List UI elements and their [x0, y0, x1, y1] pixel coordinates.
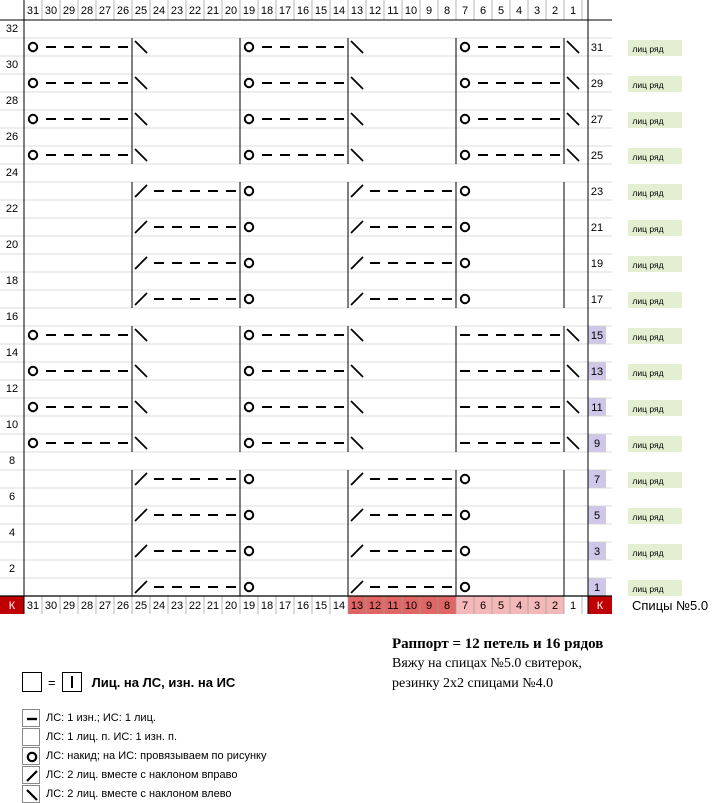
- yarn-over: [461, 223, 469, 231]
- yarn-over: [245, 295, 253, 303]
- legend-item: [22, 785, 232, 803]
- legend-text: ЛС: 1 лиц. п. ИС: 1 изн. п.: [46, 731, 178, 743]
- yarn-over: [461, 187, 469, 195]
- k2tog-left: [351, 149, 363, 161]
- yarn-over: [245, 115, 253, 123]
- k2tog-right: [135, 545, 147, 557]
- blank-cell-icon: [22, 728, 40, 746]
- column-number: 21: [206, 5, 220, 17]
- k2tog-right: [135, 293, 147, 305]
- bottom-column-number: 25: [134, 600, 148, 612]
- k2tog-left: [351, 329, 363, 341]
- bottom-column-number: 27: [98, 600, 112, 612]
- column-number: 26: [116, 5, 130, 17]
- row-label: лиц ряд: [632, 260, 664, 270]
- bottom-column-number: 23: [170, 600, 184, 612]
- yarn-over: [245, 151, 253, 159]
- bottom-column-number: 6: [479, 600, 487, 612]
- k2tog-right: [351, 473, 363, 485]
- bottom-column-number: 22: [188, 600, 202, 612]
- yarn-over: [461, 151, 469, 159]
- k2tog-left: [351, 437, 363, 449]
- row-label: лиц ряд: [632, 512, 664, 522]
- k2tog-right: [135, 581, 147, 593]
- yarn-over: [245, 367, 253, 375]
- k2tog-left: [351, 113, 363, 125]
- k2tog-right: [351, 509, 363, 521]
- k2tog-left: [135, 149, 147, 161]
- row-label: лиц ряд: [632, 584, 664, 594]
- bottom-column-number: 8: [443, 600, 451, 612]
- yarn-over: [29, 331, 37, 339]
- key-equals: =: [48, 674, 56, 690]
- column-number: 2: [551, 5, 559, 17]
- row-number-right: 3: [593, 546, 601, 558]
- k2tog-left: [567, 77, 579, 89]
- bottom-column-number: 20: [224, 600, 238, 612]
- column-number: 18: [260, 5, 274, 17]
- yarn-over: [461, 547, 469, 555]
- column-number: 9: [425, 5, 433, 17]
- row-number-left: 14: [5, 347, 19, 359]
- k2tog-right: [135, 221, 147, 233]
- bottom-column-number: 12: [368, 600, 382, 612]
- bottom-column-number: 21: [206, 600, 220, 612]
- row-number-left: 10: [5, 419, 19, 431]
- bottom-column-number: 13: [350, 600, 364, 612]
- yarn-over: [29, 439, 37, 447]
- k2tog-right: [351, 545, 363, 557]
- k2tog-left: [567, 149, 579, 161]
- key-text: Лиц. на ЛС, изн. на ИС: [91, 674, 236, 690]
- row-number-right: 15: [590, 330, 604, 342]
- yarn-over: [245, 223, 253, 231]
- row-number-left: 12: [5, 383, 19, 395]
- bottom-column-number: 9: [425, 600, 433, 612]
- legend-item: [22, 747, 266, 765]
- k2tog-right: [135, 257, 147, 269]
- row-label: лиц ряд: [632, 224, 664, 234]
- column-number: 1: [569, 5, 577, 17]
- row-number-left: 2: [8, 563, 16, 575]
- bottom-column-number: 26: [116, 600, 130, 612]
- row-label: лиц ряд: [632, 188, 664, 198]
- k2tog-right: [351, 257, 363, 269]
- bottom-column-number: 17: [278, 600, 292, 612]
- k2tog-left: [567, 41, 579, 53]
- column-number: 5: [497, 5, 505, 17]
- yarn-over: [29, 43, 37, 51]
- needles-label: Спицы №5.0: [632, 598, 709, 613]
- k2tog-left: [135, 113, 147, 125]
- key-row: [22, 670, 235, 694]
- row-label: лиц ряд: [632, 548, 664, 558]
- bottom-column-number: 1: [569, 600, 577, 612]
- note-line-1: Вяжу на спицах №5.0 свитерок,: [392, 656, 582, 671]
- yarn-over: [245, 331, 253, 339]
- yarn-over: [245, 187, 253, 195]
- k2tog-right: [351, 293, 363, 305]
- row-number-left: 6: [8, 491, 16, 503]
- row-label: лиц ряд: [632, 404, 664, 414]
- yarn-over: [461, 511, 469, 519]
- bottom-column-number: 16: [296, 600, 310, 612]
- k2tog-left: [351, 365, 363, 377]
- row-label: лиц ряд: [632, 44, 664, 54]
- bottom-column-number: 2: [551, 600, 559, 612]
- column-number: 8: [443, 5, 451, 17]
- blank-cell-icon: [22, 672, 42, 692]
- edge-label-left: К: [8, 600, 16, 612]
- yarn-over: [245, 439, 253, 447]
- bottom-column-number: 5: [497, 600, 505, 612]
- legend-text: ЛС: 1 изн.; ИС: 1 лиц.: [46, 712, 156, 724]
- column-number: 16: [296, 5, 310, 17]
- row-number-right: 13: [590, 366, 604, 378]
- yarn-over: [245, 43, 253, 51]
- row-number-right: 7: [593, 474, 601, 486]
- yarn-over: [29, 367, 37, 375]
- row-number-left: 28: [5, 95, 19, 107]
- column-number: 17: [278, 5, 292, 17]
- bottom-column-number: 30: [44, 600, 58, 612]
- yarn-over: [245, 511, 253, 519]
- row-number-right: 1: [593, 582, 601, 594]
- row-number-right: 27: [590, 114, 604, 126]
- k2tog-left: [351, 401, 363, 413]
- column-number: 10: [404, 5, 418, 17]
- k2tog-left: [135, 401, 147, 413]
- yarn-over: [245, 259, 253, 267]
- column-number: 12: [368, 5, 382, 17]
- row-number-left: 26: [5, 131, 19, 143]
- bottom-column-number: 3: [533, 600, 541, 612]
- column-number: 14: [332, 5, 346, 17]
- bottom-column-number: 11: [387, 600, 399, 612]
- row-label: лиц ряд: [632, 152, 664, 162]
- row-number-right: 29: [590, 78, 604, 90]
- bottom-column-number: 15: [314, 600, 328, 612]
- column-number: 25: [134, 5, 148, 17]
- row-number-right: 25: [590, 150, 604, 162]
- row-number-left: 18: [5, 275, 19, 287]
- row-number-left: 30: [5, 59, 19, 71]
- k2tog-right-icon: [22, 766, 40, 784]
- row-label: лиц ряд: [632, 332, 664, 342]
- yarn-over: [29, 79, 37, 87]
- row-label: лиц ряд: [632, 296, 664, 306]
- yarn-over: [461, 583, 469, 591]
- bottom-column-number: 18: [260, 600, 274, 612]
- bottom-column-number: 24: [152, 600, 166, 612]
- k2tog-left: [135, 77, 147, 89]
- row-number-left: 8: [8, 455, 16, 467]
- k2tog-right: [135, 509, 147, 521]
- column-number: 30: [44, 5, 58, 17]
- yarn-over: [461, 79, 469, 87]
- legend-item: [22, 709, 156, 727]
- row-number-left: 4: [8, 527, 16, 539]
- row-number-left: 24: [5, 167, 19, 179]
- row-number-left: 16: [5, 311, 19, 323]
- bottom-column-number: 19: [242, 600, 256, 612]
- row-number-left: 32: [5, 23, 19, 35]
- row-number-right: 11: [591, 402, 603, 414]
- column-number: 20: [224, 5, 238, 17]
- k2tog-left: [567, 113, 579, 125]
- row-number-right: 31: [590, 42, 604, 54]
- row-number-left: 20: [5, 239, 19, 251]
- row-label: лиц ряд: [632, 116, 664, 126]
- k2tog-left: [135, 365, 147, 377]
- column-number: 24: [152, 5, 166, 17]
- row-number-right: 21: [590, 222, 604, 234]
- purl-dash-icon: [22, 709, 40, 727]
- legend-text: ЛС: накид; на ИС: провязываем по рисунку: [46, 750, 267, 762]
- k2tog-left: [567, 437, 579, 449]
- yarn-over-icon: [22, 747, 40, 765]
- column-number: 15: [314, 5, 328, 17]
- yarn-over: [245, 475, 253, 483]
- bottom-column-number: 14: [332, 600, 346, 612]
- k2tog-left: [567, 329, 579, 341]
- note-line-2: резинку 2х2 спицами №4.0: [392, 676, 554, 691]
- column-number: 3: [533, 5, 541, 17]
- column-number: 22: [188, 5, 202, 17]
- row-number-right: 9: [593, 438, 601, 450]
- bottom-column-number: 28: [80, 600, 94, 612]
- knit-stitch-icon: [62, 672, 82, 692]
- column-number: 31: [26, 5, 40, 17]
- column-number: 13: [350, 5, 364, 17]
- legend-text: ЛС: 2 лиц. вместе с наклоном влево: [46, 788, 232, 800]
- yarn-over: [461, 115, 469, 123]
- yarn-over: [245, 583, 253, 591]
- column-number: 28: [80, 5, 94, 17]
- k2tog-left: [135, 329, 147, 341]
- row-number-right: 17: [590, 294, 604, 306]
- legend-item: [22, 728, 177, 746]
- yarn-over: [461, 259, 469, 267]
- bottom-column-number: 7: [461, 600, 469, 612]
- k2tog-left: [135, 41, 147, 53]
- k2tog-left: [351, 41, 363, 53]
- k2tog-right: [135, 185, 147, 197]
- k2tog-right: [351, 581, 363, 593]
- edge-label-right: К: [596, 600, 604, 612]
- k2tog-left: [351, 77, 363, 89]
- column-number: 7: [461, 5, 469, 17]
- column-number: 19: [242, 5, 256, 17]
- row-number-right: 5: [593, 510, 601, 522]
- row-number-right: 23: [590, 186, 604, 198]
- k2tog-right: [135, 473, 147, 485]
- k2tog-left: [567, 401, 579, 413]
- yarn-over: [29, 151, 37, 159]
- bottom-column-number: 10: [404, 600, 418, 612]
- yarn-over: [245, 403, 253, 411]
- yarn-over: [29, 403, 37, 411]
- row-label: лиц ряд: [632, 368, 664, 378]
- k2tog-left: [135, 437, 147, 449]
- legend-item: [22, 766, 237, 784]
- column-number: 23: [170, 5, 184, 17]
- yarn-over: [245, 547, 253, 555]
- bottom-column-number: 31: [26, 600, 40, 612]
- yarn-over: [461, 43, 469, 51]
- row-number-left: 22: [5, 203, 19, 215]
- legend-text: ЛС: 2 лиц. вместе с наклоном вправо: [46, 769, 238, 781]
- k2tog-right: [351, 185, 363, 197]
- bottom-column-number: 4: [515, 600, 523, 612]
- column-number: 29: [62, 5, 76, 17]
- row-label: лиц ряд: [632, 440, 664, 450]
- row-label: лиц ряд: [632, 476, 664, 486]
- column-number: 27: [98, 5, 112, 17]
- row-number-right: 19: [590, 258, 604, 270]
- k2tog-left-icon: [22, 785, 40, 803]
- column-number: 4: [515, 5, 523, 17]
- row-label: лиц ряд: [632, 80, 664, 90]
- k2tog-left: [567, 365, 579, 377]
- yarn-over: [245, 79, 253, 87]
- column-number: 6: [479, 5, 487, 17]
- bottom-column-number: 29: [62, 600, 76, 612]
- yarn-over: [461, 295, 469, 303]
- rapport-title: Раппорт = 12 петель и 16 рядов: [392, 636, 604, 652]
- column-number: 11: [387, 5, 399, 17]
- k2tog-right: [351, 221, 363, 233]
- yarn-over: [29, 115, 37, 123]
- yarn-over: [461, 475, 469, 483]
